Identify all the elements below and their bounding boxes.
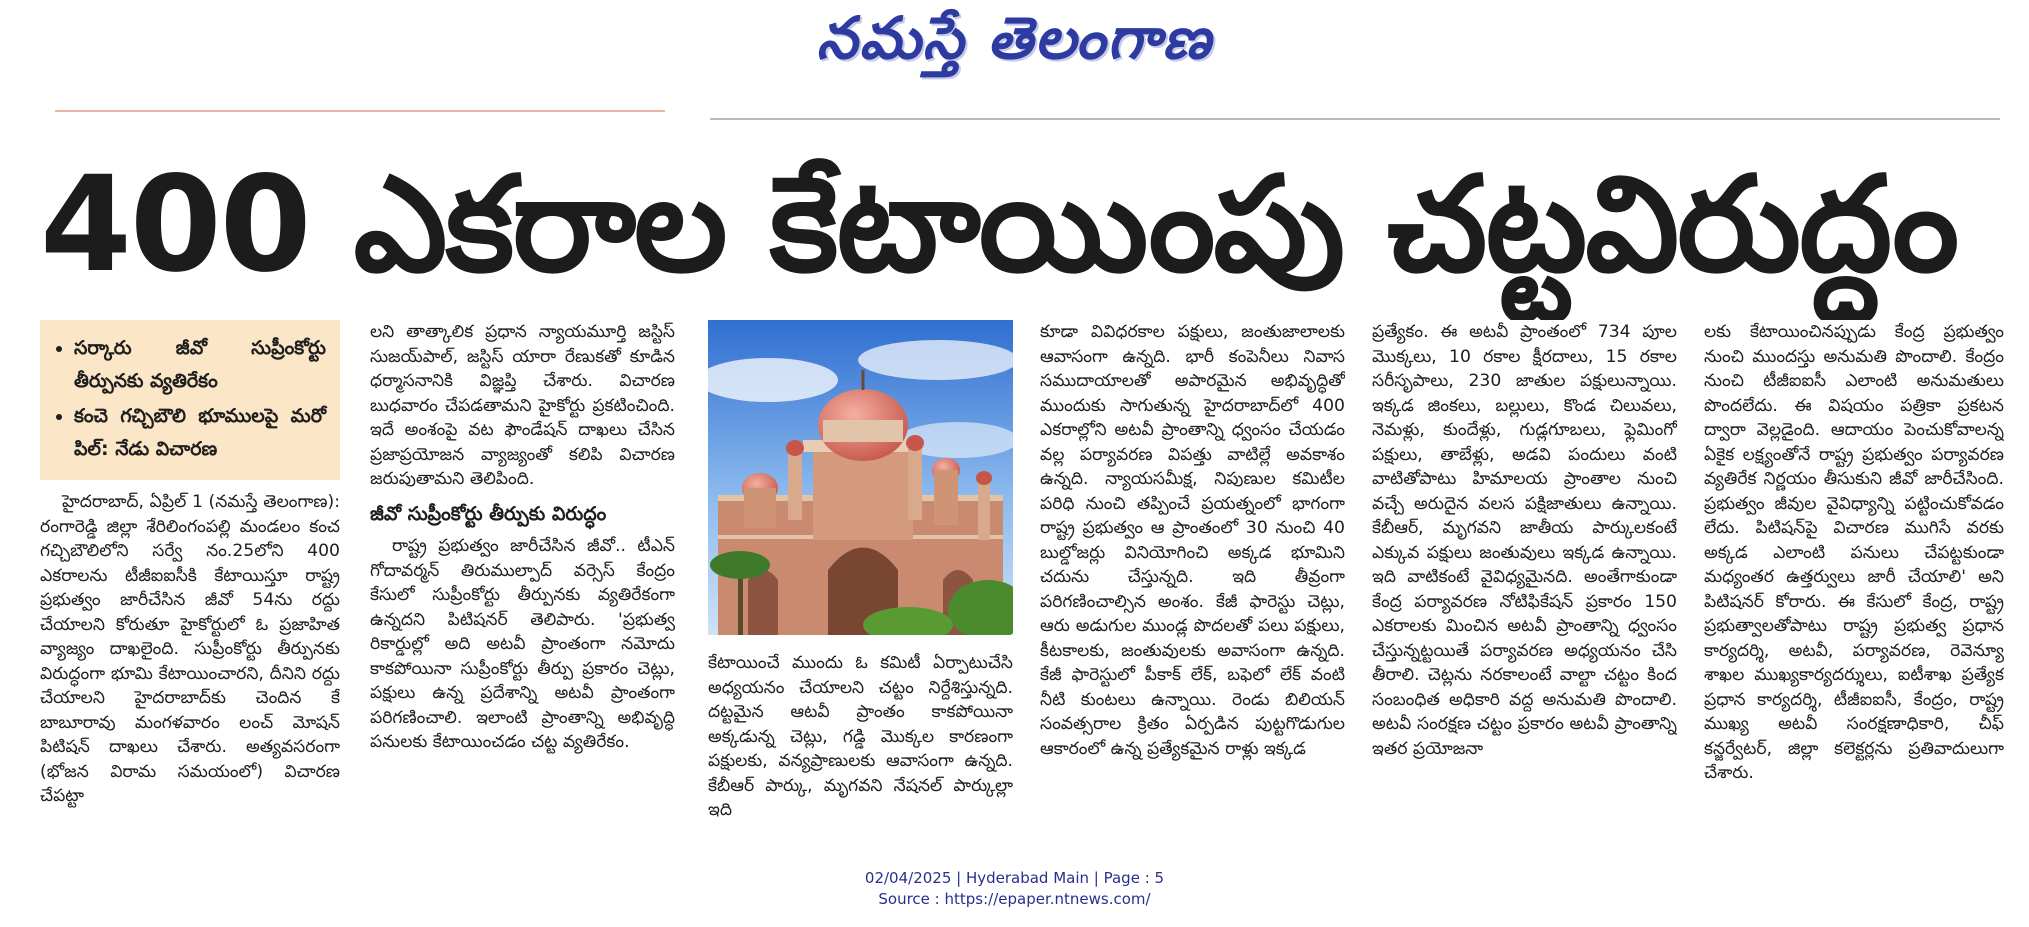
article-paragraph: కేటాయించే ముందు ఓ కమిటీ ఏర్పాటుచేసి అధ్యయనం చేయాలని చట్టం నిర్దేశిస్తున్నది. దట్టమైన ఆటవీ ప్రాంతం కాకపోయినా అక్కడున్న చెట్లు, గడ్డి మొక్కల కారణంగా పక్షులకు, వన్యప్రాణులకు ఆవాసంగా ఉన్నది. కేబీఆర్ పార్కు, మృగవని నేషనల్ పార్కుల్లా ఇది xyxy=(708,653,1013,820)
article-column-3 xyxy=(708,320,1013,820)
article-paragraph: లని తాత్కాలిక ప్రధాన న్యాయమూర్తి జస్టిస్ సుజయ్‌పాల్, జస్టిస్ యారా రేణుకతో కూడిన ధర్మాసనానికి విజ్ఞప్తి చేశారు. విచారణ బుధవారం చేపడతామని హైకోర్టు ప్రకటించింది. ఇదే అంశంపై వట ఫౌండేషన్ దాఖలు చేసిన ప్రజాప్రయోజన వ్యాజ్యంతో కలిపి విచారణ జరుపుతామని తెలిపింది. xyxy=(370,322,675,489)
highlights-box xyxy=(40,320,340,480)
article-paragraph: హైదరాబాద్, ఏప్రిల్ 1 (నమస్తే తెలంగాణ): రంగారెడ్డి జిల్లా శేరిలింగంపల్లి మండలం కంచ గచ్చిబౌలిలోని సర్వే నం.25లోని 400 ఎకరాలను టీజీఐఐసీకి కేటాయిస్తూ రాష్ట్ర ప్రభుత్వం జారీచేసిన జీవో 54ను రద్దు చేయాలని కోరుతూ హైకోర్టులో ఓ ప్రజాహిత వ్యాజ్యం దాఖలైంది. సుప్రీంకోర్టు తీర్పునకు విరుద్ధంగా భూమి కేటాయించారని, దీనిని రద్దు చేయాలని హైదరాబాద్‌కు చెందిన కే బాబూరావు మంగళవారం లంచ్ మోషన్ పిటిషన్ దాఖలు చేశారు. అత్యవసరంగా (భోజన విరామ సమయంలో) విచారణ చేపట్టా xyxy=(40,492,340,806)
highlight-item: • సర్కారు జీవో సుప్రీంకోర్టు తీర్పునకు వ్యతిరేకం xyxy=(74,332,326,398)
edition-info: 02/04/2025 | Hyderabad Main | Page : 5 xyxy=(864,869,1165,887)
headline: 400 ఎకరాల కేటాయింపు చట్టవిరుద్ధం xyxy=(40,148,1958,302)
article-paragraph: కూడా వివిధరకాల పక్షులు, జంతుజాలాలకు ఆవాసంగా ఉన్నది. భారీ కంపెనీలు నివాస సముదాయాలతో అపారమైన అభివృద్ధితో ముందుకు సాగుతున్న హైదరాబాద్‌లో 400 ఎకరాల్లోని అటవీ ప్రాంతాన్ని ధ్వంసం చేయడం వల్ల పర్యావరణ విపత్తు వాటిల్లే అవకాశం ఉన్నది. న్యాయసమీక్ష, నిపుణుల కమిటీల పరిధి నుంచి తప్పించే ప్రయత్నంలో భాగంగా రాష్ట్ర ప్రభుత్వం ఆ ప్రాంతంలో 30 నుంచి 40 బుల్డోజర్లు వినియోగించి అక్కడ భూమిని చదును చేస్తున్నది. ఇది తీవ్రంగా పరిగణించాల్సిన అంశం. కేజీ ఫారెస్టు చెట్లు, ఆరు అడుగుల ముండ్ల పొదలతో పలు పక్షులు, కీటకాలకు, జంతువులకు అవాసంగా ఉన్నది. కేజీ ఫారెస్టులో పీకాక్ లేక్, బఫెలో లేక్ వంటి నీటి కుంటలు ఉన్నాయి. రెండు బిలియన్ సంవత్సరాల క్రితం ఏర్పడిన పుట్టగొడుగుల ఆకారంలో ఉన్న ప్రత్యేకమైన రాళ్లు ఇక్కడ xyxy=(1040,322,1345,759)
sub-heading: జీవో సుప్రీంకోర్టు తీర్పుకు విరుద్ధం xyxy=(370,502,607,525)
article-column-4 xyxy=(1040,320,1345,820)
article-column-5 xyxy=(1372,320,1677,820)
article-paragraph: ప్రత్యేకం. ఈ అటవీ ప్రాంతంలో 734 పూల మొక్కలు, 10 రకాల క్షీరదాలు, 15 రకాల సరీసృపాలు, 230 జాతుల పక్షులున్నాయి. ఇక్కడ జింకలు, బల్లులు, కొండ చిలువలు, నెమళ్లు, కుందేళ్లు, గుడ్లగూబలు, ఫ్లెమింగో పక్షులు, తాబేళ్లు, అడవి పందులు వంటి వాటితోపాటు హిమాలయ ప్రాంతాల నుంచి వచ్చే అరుదైన వలస పక్షిజాతులు ఉన్నాయి. కేబీఆర్, మృగవని జాతీయ పార్కులకంటే ఎక్కువ పక్షులు జంతువులు ఇక్కడ ఉన్నాయి. ఇది వాటికంటే వైవిధ్యమైనది. అంతేగాకుండా కేంద్ర పర్యావరణ నోటిఫికేషన్ ప్రకారం 150 ఎకరాలకు మించిన అటవీ ప్రాంతాన్ని ధ్వంసం చేస్తున్నట్టయితే పర్యావరణ అధ్యయనం చేసి తీరాలి. చెట్లను నరకాలంటే వాల్టా చట్టం కింద సంబంధిత అధికారి వద్ద అనుమతి పొందాలి. అటవీ సంరక్షణ చట్టం ప్రకారం అటవీ ప్రాంతాన్ని ఇతర ప్రయోజనా xyxy=(1372,322,1677,759)
masthead xyxy=(0,0,2029,82)
article-paragraph: రాష్ట్ర ప్రభుత్వం జారీచేసిన జీవో.. టీఎన్ గోదావర్మన్ తిరుముల్పాద్ వర్సెస్ కేంద్రం కేసులో సుప్రీంకోర్టు తీర్పునకు వ్యతిరేకంగా ఉన్నదని పిటిషనర్ తెలిపారు. 'ప్రభుత్వ రికార్డుల్లో అది అటవీ ప్రాంతంగా నమోదు కాకపోయినా సుప్రీంకోర్టు తీర్పు ప్రకారం చెట్లు, పక్షులు ఉన్న ప్రదేశాన్ని అటవీ ప్రాంతంగా పరిగణించాలి. ఇలాంటి ప్రాంతాన్ని అభివృద్ధి పనులకు కేటాయించడం చట్ట వ్యతిరేకం. xyxy=(370,536,675,752)
source-link[interactable]: Source : https://epaper.ntnews.com/ xyxy=(878,890,1151,908)
article-column-1 xyxy=(40,320,340,820)
newspaper-logo: నమస్తే తెలంగాణ xyxy=(816,4,1213,72)
page-footer xyxy=(0,868,2029,910)
high-court-photo xyxy=(708,320,1013,635)
article-paragraph: లకు కేటాయించినప్పుడు కేంద్ర ప్రభుత్వం నుంచి ముందస్తు అనుమతి పొందాలి. కేంద్రం నుంచి టీజీఐఐసీ ఎలాంటి అనుమతులు పొందలేదు. ఈ విషయం పత్రికా ప్రకటన ద్వారా వెల్లడైంది. ఆదాయం పెంచుకోవాలన్న ఏకైక లక్ష్యంతోనే రాష్ట్ర ప్రభుత్వం పర్యావరణ వ్యతిరేక నిర్ణయం తీసుకుని జీవో జారీచేసింది. ప్రభుత్వం జీవుల వైవిధ్యాన్ని పట్టించుకోవడం లేదు. పిటిషన్‌పై విచారణ ముగిసే వరకు అక్కడ ఎలాంటి పనులు చేపట్టకుండా మధ్యంతర ఉత్తర్వులు జారీ చేయాలి' అని పిటిషనర్ కోరారు. ఈ కేసులో కేంద్ర, రాష్ట్ర ప్రభుత్వాలతోపాటు రాష్ట్ర ప్రభుత్వ ప్రధాన కార్యదర్శి, అటవీ, పర్యావరణ, రెవెన్యూ శాఖల ముఖ్యకార్యదర్శులు, ఐటీశాఖ ప్రత్యేక ప్రధాన కార్యదర్శి, టీజీఐఐసీ, కేంద్రం, రాష్ట్ర ముఖ్య అటవీ సంరక్షణాధికారి, చీఫ్ కన్జర్వేటర్, జిల్లా కలెక్టర్లను ప్రతివాదులుగా చేశారు. xyxy=(1704,322,2004,783)
top-rule-left xyxy=(55,110,665,112)
highlight-item: • కంచె గచ్చిబౌలి భూములపై మరో పిల్: నేడు విచారణ xyxy=(74,400,326,466)
article-column-2 xyxy=(370,320,675,820)
top-rule-right xyxy=(710,118,2000,120)
article-column-6 xyxy=(1704,320,2004,820)
